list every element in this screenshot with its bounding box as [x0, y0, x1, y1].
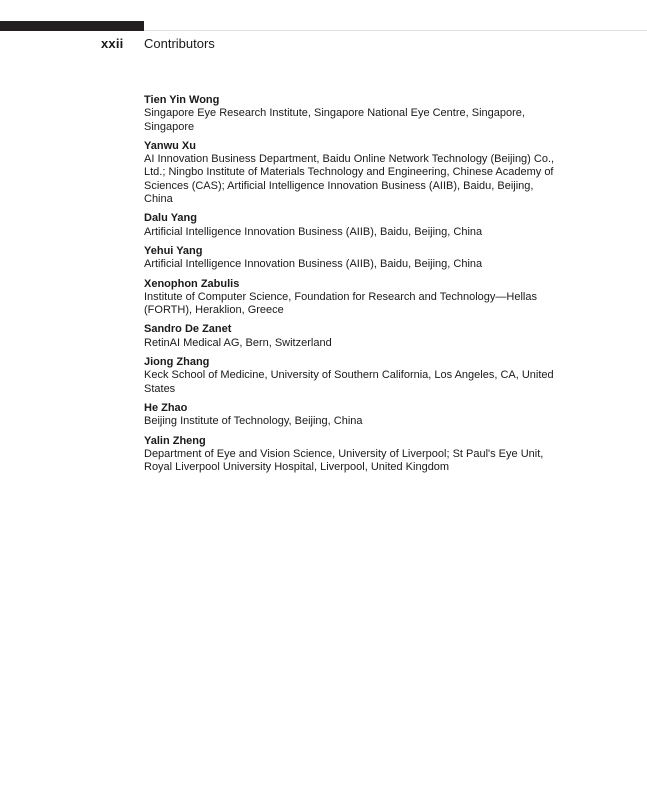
contributor-name: Tien Yin Wong: [144, 94, 220, 106]
contributor-affiliation: AI Innovation Business Department, Baidu Online Network Technology (Beijing) Co., Ltd.; Ningbo Institute of Materials Technology and Engineering, Chinese Academy of Sciences (CAS); Artificial Intelligence Innovation Business (AIIB), Baidu, Beijing, China: [144, 153, 555, 206]
contributor-entry: [144, 278, 564, 318]
contributor-entry: [144, 323, 564, 350]
contributor-name: Yanwu Xu: [144, 139, 196, 152]
contributor-name: Yehui Yang: [144, 244, 203, 257]
contributor-entry: [144, 435, 564, 475]
contributor-entry: [144, 402, 564, 429]
contributor-affiliation: RetinAI Medical AG, Bern, Switzerland: [144, 336, 332, 349]
contributor-affiliation: Artificial Intelligence Innovation Business (AIIB), Baidu, Beijing, China: [144, 258, 483, 271]
running-head: Contributors: [144, 36, 215, 51]
contributor-affiliation: Keck School of Medicine, University of Southern California, Los Angeles, CA, United States: [144, 369, 554, 395]
contributor-affiliation: Artificial Intelligence Innovation Business (AIIB), Baidu, Beijing, China: [144, 225, 483, 238]
contributor-entry: [144, 245, 564, 272]
contributor-name: He Zhao: [144, 401, 188, 414]
contributor-entry: [144, 140, 564, 206]
contributor-name: Jiong Zhang: [144, 356, 210, 369]
contributor-affiliation: Institute of Computer Science, Foundation for Research and Technology—Hellas (FORTH), Heraklion, Greece: [144, 290, 537, 317]
contributor-name: Yalin Zheng: [144, 434, 206, 447]
contributor-entry: [144, 94, 564, 134]
header-rule: [144, 30, 647, 31]
page-number: xxii: [101, 36, 124, 51]
contributor-affiliation: Beijing Institute of Technology, Beijing, China: [144, 415, 363, 428]
contributor-name: Dalu Yang: [144, 212, 197, 225]
contributor-name: Sandro De Zanet: [144, 323, 232, 336]
contributor-list: [144, 94, 564, 480]
contributor-affiliation: Department of Eye and Vision Science, University of Liverpool; St Paul's Eye Unit, Royal Liverpool University Hospital, Liverpool, United Kingdom: [144, 447, 544, 474]
contributor-name: Xenophon Zabulis: [144, 277, 240, 290]
contributor-entry: [144, 356, 564, 396]
header-bar: [0, 21, 144, 31]
contributor-affiliation: Singapore Eye Research Institute, Singapore National Eye Centre, Singapore, Singapore: [144, 107, 525, 133]
contributor-entry: [144, 212, 564, 239]
